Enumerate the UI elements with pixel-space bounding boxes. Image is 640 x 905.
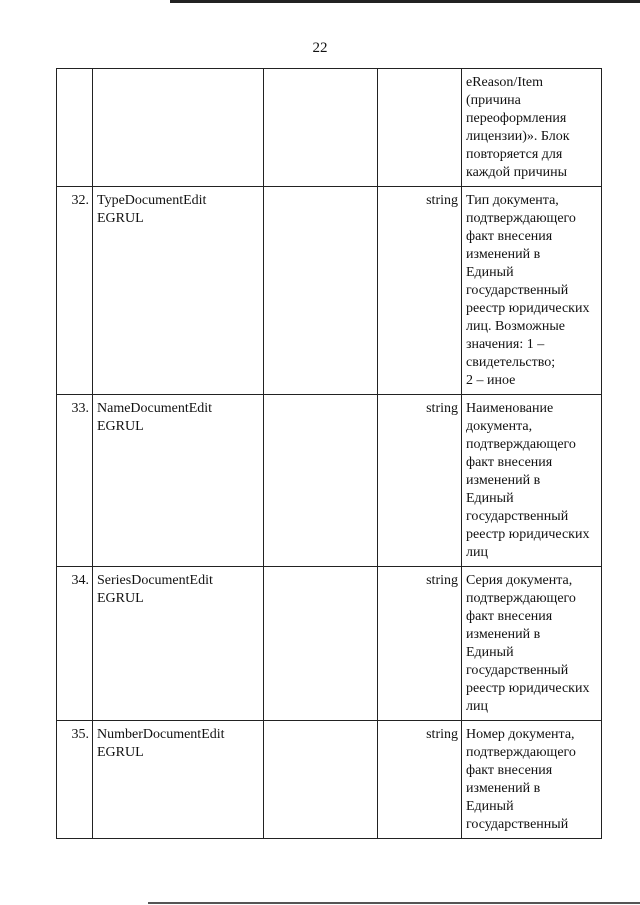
field-description: Тип документа, подтверждающего факт внесения изменений в Единый государственный реестр юридических лиц. Возможные значения: 1 – свидетельство; 2 – иное	[466, 193, 590, 388]
description-cell	[462, 395, 602, 567]
field-name-cell	[93, 567, 264, 721]
table-row	[57, 395, 602, 567]
description-cell	[462, 187, 602, 395]
required-cell	[264, 395, 378, 567]
row-number-cell: 35.	[57, 721, 93, 839]
required-cell	[264, 69, 378, 187]
field-description: Наименование документа, подтверждающего факт внесения изменений в Единый государственный реестр юридических лиц	[466, 401, 590, 560]
field-spec-table	[56, 68, 602, 839]
description-cell	[462, 721, 602, 839]
field-description: Номер документа, подтверждающего факт внесения изменений в Единый государственный	[466, 727, 576, 832]
row-number-cell	[57, 69, 93, 187]
field-name-cell	[93, 69, 264, 187]
field-description: Серия документа, подтверждающего факт внесения изменений в Единый государственный реестр юридических лиц	[466, 573, 590, 714]
scan-edge-top	[170, 0, 640, 3]
field-name-cell	[93, 721, 264, 839]
table-row	[57, 69, 602, 187]
data-type-cell	[378, 69, 462, 187]
field-name: SeriesDocumentEdit EGRUL	[97, 573, 213, 606]
required-cell	[264, 721, 378, 839]
data-type-cell: string	[378, 567, 462, 721]
row-number-cell: 33.	[57, 395, 93, 567]
data-type-cell: string	[378, 721, 462, 839]
required-cell	[264, 567, 378, 721]
data-type-cell: string	[378, 187, 462, 395]
required-cell	[264, 187, 378, 395]
table-row	[57, 187, 602, 395]
table-row	[57, 567, 602, 721]
field-description: eReason/Item (причина переоформления лицензии)». Блок повторяется для каждой причины	[466, 75, 570, 180]
scan-edge-bottom	[148, 902, 640, 904]
row-number-cell: 32.	[57, 187, 93, 395]
field-name: NameDocumentEdit EGRUL	[97, 401, 213, 434]
field-name-cell	[93, 187, 264, 395]
field-name-cell	[93, 395, 264, 567]
page-number: 22	[312, 40, 328, 56]
row-number-cell: 34.	[57, 567, 93, 721]
description-cell	[462, 567, 602, 721]
field-name: NumberDocumentEdit EGRUL	[97, 727, 225, 760]
table-row	[57, 721, 602, 839]
data-type-cell: string	[378, 395, 462, 567]
field-name: TypeDocumentEdit EGRUL	[97, 193, 207, 226]
description-cell	[462, 69, 602, 187]
